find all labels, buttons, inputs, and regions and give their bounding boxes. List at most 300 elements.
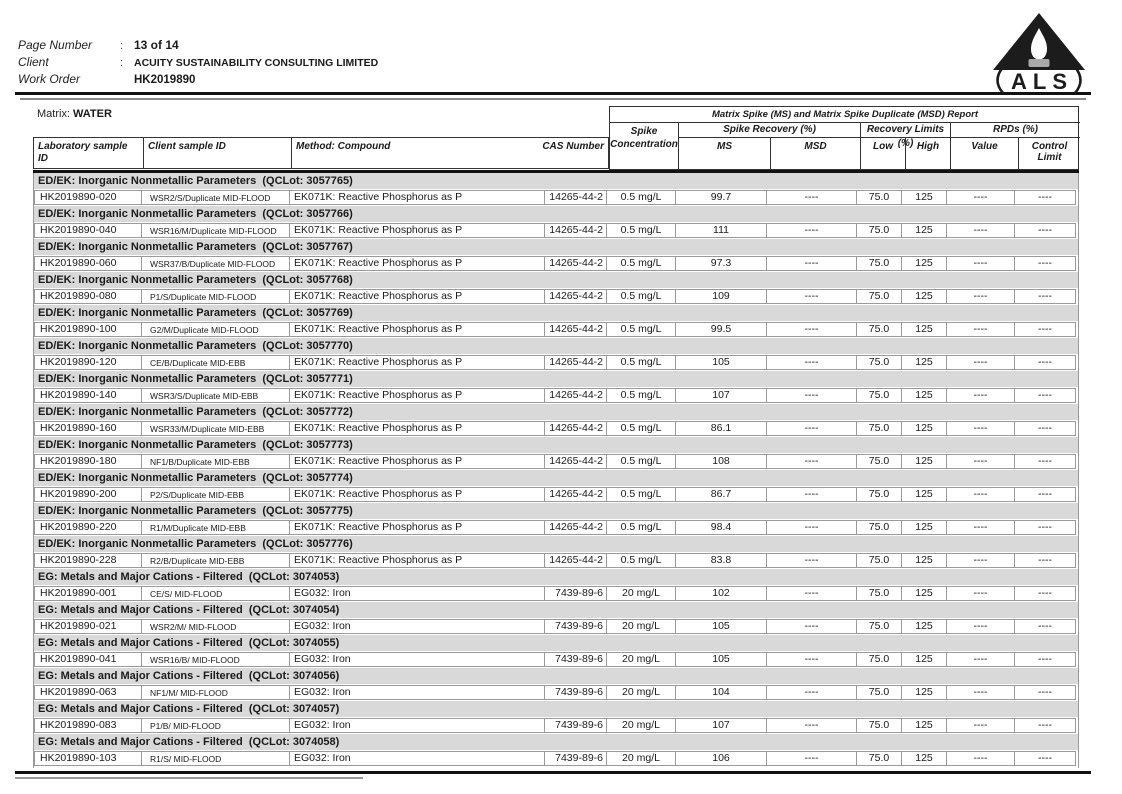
col-header-low: Low — [860, 138, 905, 169]
qc-section — [34, 701, 1078, 733]
method-compound: EK071K: Reactive Phosphorus as P — [290, 487, 545, 502]
col-header-client-sample-id: Client sample ID — [143, 138, 291, 168]
lab-sample-id: HK2019890-060 — [34, 256, 142, 271]
table-header-right — [609, 106, 1079, 170]
cas-number: 14265-44-2 — [545, 223, 607, 238]
msd-recovery: ---- — [767, 751, 857, 766]
table-row — [34, 322, 1078, 337]
method-compound: EK071K: Reactive Phosphorus as P — [290, 256, 545, 271]
ms-recovery: 105 — [676, 619, 767, 634]
group-header-rpds: RPDs (%) — [950, 123, 1080, 138]
recovery-limit-low: 75.0 — [857, 454, 902, 469]
col-header-msd: MSD — [770, 138, 860, 169]
method-compound: EG032: Iron — [290, 685, 545, 700]
table-header-left — [33, 106, 609, 169]
als-logo — [984, 10, 1094, 94]
rpd-value: ---- — [947, 487, 1015, 502]
ms-recovery: 111 — [676, 223, 767, 238]
page-number-separator: : — [120, 40, 124, 52]
lab-sample-id: HK2019890-100 — [34, 322, 142, 337]
section-header-bar — [34, 173, 1078, 189]
recovery-limit-high: 125 — [902, 520, 947, 535]
msd-recovery: ---- — [767, 619, 857, 634]
recovery-limit-high: 125 — [902, 256, 947, 271]
cas-number: 14265-44-2 — [545, 355, 607, 370]
client-sample-id: P2/S/Duplicate MID-EBB — [142, 487, 290, 502]
qc-section — [34, 503, 1078, 535]
ms-recovery: 104 — [676, 685, 767, 700]
section-title: ED/EK: Inorganic Nonmetallic Parameters (QCLot: 3057765) — [38, 175, 353, 187]
client-sample-id: P1/B/ MID-FLOOD — [142, 718, 290, 733]
msd-recovery: ---- — [767, 487, 857, 502]
rpd-control-limit: ---- — [1015, 256, 1076, 271]
ms-recovery: 102 — [676, 586, 767, 601]
section-header-bar — [34, 470, 1078, 486]
msd-recovery: ---- — [767, 223, 857, 238]
method-compound: EK071K: Reactive Phosphorus as P — [290, 355, 545, 370]
rpd-value: ---- — [947, 553, 1015, 568]
section-header-bar — [34, 536, 1078, 552]
table-row — [34, 586, 1078, 601]
client-sample-id: R1/M/Duplicate MID-EBB — [142, 520, 290, 535]
client-sample-id: WSR16/B/ MID-FLOOD — [142, 652, 290, 667]
rpd-value: ---- — [947, 751, 1015, 766]
rpd-control-limit: ---- — [1015, 190, 1076, 205]
lab-sample-id: HK2019890-140 — [34, 388, 142, 403]
als-logo-icon — [984, 10, 1094, 94]
msd-recovery: ---- — [767, 289, 857, 304]
section-header-bar — [34, 371, 1078, 387]
recovery-limit-high: 125 — [902, 487, 947, 502]
section-title: ED/EK: Inorganic Nonmetallic Parameters (QCLot: 3057775) — [38, 505, 353, 517]
table-row — [34, 553, 1078, 568]
spike-concentration: 0.5 mg/L — [607, 520, 676, 535]
qc-section — [34, 470, 1078, 502]
recovery-limit-low: 75.0 — [857, 190, 902, 205]
recovery-limit-low: 75.0 — [857, 289, 902, 304]
method-compound: EK071K: Reactive Phosphorus as P — [290, 388, 545, 403]
recovery-limit-high: 125 — [902, 619, 947, 634]
method-compound: EK071K: Reactive Phosphorus as P — [290, 190, 545, 205]
ms-recovery: 98.4 — [676, 520, 767, 535]
section-title: ED/EK: Inorganic Nonmetallic Parameters (QCLot: 3057768) — [38, 274, 353, 286]
recovery-limit-high: 125 — [902, 685, 947, 700]
col-header-lab-sample-id: Laboratory sample ID — [38, 141, 128, 164]
rpd-control-limit: ---- — [1015, 553, 1076, 568]
svg-text:ALS: ALS — [1011, 69, 1073, 94]
rpd-control-limit: ---- — [1015, 289, 1076, 304]
col-header-control-limit: Control Limit — [1018, 138, 1080, 169]
method-compound: EK071K: Reactive Phosphorus as P — [290, 223, 545, 238]
table-row — [34, 718, 1078, 733]
section-title: ED/EK: Inorganic Nonmetallic Parameters (QCLot: 3057776) — [38, 538, 353, 550]
cas-number: 7439-89-6 — [545, 751, 607, 766]
col-header-value: Value — [950, 138, 1018, 169]
recovery-limit-low: 75.0 — [857, 520, 902, 535]
recovery-limit-low: 75.0 — [857, 223, 902, 238]
qc-report-table — [33, 106, 1079, 768]
client-sample-id: NF1/M/ MID-FLOOD — [142, 685, 290, 700]
recovery-limit-high: 125 — [902, 652, 947, 667]
method-compound: EK071K: Reactive Phosphorus as P — [290, 520, 545, 535]
qc-section — [34, 404, 1078, 436]
page-number-value: 13 of 14 — [134, 38, 179, 52]
lab-sample-id: HK2019890-228 — [34, 553, 142, 568]
rpd-value: ---- — [947, 256, 1015, 271]
section-title: ED/EK: Inorganic Nonmetallic Parameters (QCLot: 3057767) — [38, 241, 353, 253]
cas-number: 14265-44-2 — [545, 421, 607, 436]
client-sample-id: WSR2/S/Duplicate MID-FLOOD — [142, 190, 290, 205]
spike-concentration: 0.5 mg/L — [607, 454, 676, 469]
qc-section — [34, 734, 1078, 766]
rpd-control-limit: ---- — [1015, 388, 1076, 403]
rpd-value: ---- — [947, 652, 1015, 667]
client-sample-id: CE/B/Duplicate MID-EBB — [142, 355, 290, 370]
lab-sample-id: HK2019890-083 — [34, 718, 142, 733]
rpd-control-limit: ---- — [1015, 355, 1076, 370]
lab-sample-id: HK2019890-160 — [34, 421, 142, 436]
section-header-bar — [34, 701, 1078, 717]
top-rule-thick — [15, 92, 1091, 95]
cas-number: 14265-44-2 — [545, 487, 607, 502]
section-title: ED/EK: Inorganic Nonmetallic Parameters (QCLot: 3057774) — [38, 472, 353, 484]
method-compound: EG032: Iron — [290, 586, 545, 601]
rpd-value: ---- — [947, 586, 1015, 601]
left-header-cells — [33, 137, 609, 169]
rpd-value: ---- — [947, 388, 1015, 403]
client-sample-id: R2/B/Duplicate MID-EBB — [142, 553, 290, 568]
section-title: ED/EK: Inorganic Nonmetallic Parameters (QCLot: 3057770) — [38, 340, 353, 352]
recovery-limit-low: 75.0 — [857, 553, 902, 568]
recovery-limit-high: 125 — [902, 388, 947, 403]
client-sample-id: WSR16/M/Duplicate MID-FLOOD — [142, 223, 290, 238]
qc-section — [34, 536, 1078, 568]
lab-sample-id: HK2019890-180 — [34, 454, 142, 469]
table-row — [34, 619, 1078, 634]
group-header-spike-recovery: Spike Recovery (%) — [679, 123, 860, 138]
section-header-bar — [34, 206, 1078, 222]
method-compound: EG032: Iron — [290, 619, 545, 634]
cas-number: 7439-89-6 — [545, 685, 607, 700]
recovery-limit-low: 75.0 — [857, 388, 902, 403]
client-sample-id: R1/S/ MID-FLOOD — [142, 751, 290, 766]
qc-section — [34, 173, 1078, 205]
ms-recovery: 107 — [676, 388, 767, 403]
table-header — [33, 106, 1079, 170]
top-rule-thin — [20, 98, 1086, 100]
col-header-method: Method: Compound — [296, 141, 391, 152]
ms-recovery: 109 — [676, 289, 767, 304]
section-header-bar — [34, 338, 1078, 354]
rpd-value: ---- — [947, 454, 1015, 469]
ms-recovery: 86.7 — [676, 487, 767, 502]
spike-concentration: 20 mg/L — [607, 685, 676, 700]
section-header-bar — [34, 734, 1078, 750]
rpd-value: ---- — [947, 718, 1015, 733]
rpd-value: ---- — [947, 322, 1015, 337]
recovery-limit-high: 125 — [902, 322, 947, 337]
spike-concentration: 20 mg/L — [607, 751, 676, 766]
recovery-limit-low: 75.0 — [857, 718, 902, 733]
rpd-control-limit: ---- — [1015, 652, 1076, 667]
section-title: ED/EK: Inorganic Nonmetallic Parameters (QCLot: 3057769) — [38, 307, 353, 319]
ms-recovery: 105 — [676, 652, 767, 667]
rpd-value: ---- — [947, 223, 1015, 238]
rpd-control-limit: ---- — [1015, 685, 1076, 700]
cas-number: 14265-44-2 — [545, 520, 607, 535]
msd-recovery: ---- — [767, 718, 857, 733]
lab-sample-id: HK2019890-120 — [34, 355, 142, 370]
msd-recovery: ---- — [767, 421, 857, 436]
method-compound: EG032: Iron — [290, 751, 545, 766]
section-header-bar — [34, 437, 1078, 453]
section-header-bar — [34, 404, 1078, 420]
msd-recovery: ---- — [767, 685, 857, 700]
cas-number: 7439-89-6 — [545, 586, 607, 601]
qc-section — [34, 305, 1078, 337]
rpd-control-limit: ---- — [1015, 487, 1076, 502]
section-title: EG: Metals and Major Cations - Filtered (QCLot: 3074057) — [38, 703, 340, 715]
method-compound: EK071K: Reactive Phosphorus as P — [290, 289, 545, 304]
ms-recovery: 106 — [676, 751, 767, 766]
work-order-value: HK2019890 — [134, 74, 196, 86]
ms-recovery: 83.8 — [676, 553, 767, 568]
recovery-limit-high: 125 — [902, 454, 947, 469]
cas-number: 14265-44-2 — [545, 289, 607, 304]
qc-section — [34, 668, 1078, 700]
section-header-bar — [34, 503, 1078, 519]
msd-recovery: ---- — [767, 652, 857, 667]
table-row — [34, 355, 1078, 370]
spike-concentration: 0.5 mg/L — [607, 355, 676, 370]
rpd-control-limit: ---- — [1015, 322, 1076, 337]
recovery-limit-high: 125 — [902, 190, 947, 205]
recovery-limit-high: 125 — [902, 223, 947, 238]
spike-concentration: 0.5 mg/L — [607, 223, 676, 238]
recovery-limit-high: 125 — [902, 553, 947, 568]
table-row — [34, 454, 1078, 469]
qc-section — [34, 602, 1078, 634]
msd-recovery: ---- — [767, 355, 857, 370]
section-header-bar — [34, 305, 1078, 321]
rpd-control-limit: ---- — [1015, 751, 1076, 766]
rpd-control-limit: ---- — [1015, 454, 1076, 469]
lab-sample-id: HK2019890-220 — [34, 520, 142, 535]
group-header-recovery-limits: Recovery Limits (%) — [860, 123, 950, 138]
table-row — [34, 190, 1078, 205]
recovery-limit-high: 125 — [902, 586, 947, 601]
qc-section — [34, 437, 1078, 469]
ms-recovery: 97.3 — [676, 256, 767, 271]
spike-concentration: 0.5 mg/L — [607, 487, 676, 502]
ms-recovery: 99.5 — [676, 322, 767, 337]
ms-recovery: 99.7 — [676, 190, 767, 205]
recovery-limit-low: 75.0 — [857, 751, 902, 766]
qc-section — [34, 569, 1078, 601]
recovery-limit-low: 75.0 — [857, 355, 902, 370]
qc-section — [34, 371, 1078, 403]
rpd-control-limit: ---- — [1015, 520, 1076, 535]
cas-number: 7439-89-6 — [545, 619, 607, 634]
rpd-control-limit: ---- — [1015, 586, 1076, 601]
msd-recovery: ---- — [767, 256, 857, 271]
cas-number: 7439-89-6 — [545, 652, 607, 667]
recovery-limit-low: 75.0 — [857, 685, 902, 700]
client-sample-id: WSR3/S/Duplicate MID-EBB — [142, 388, 290, 403]
msd-recovery: ---- — [767, 553, 857, 568]
spike-concentration: 0.5 mg/L — [607, 388, 676, 403]
bottom-rule-thick — [15, 771, 1091, 774]
method-compound: EK071K: Reactive Phosphorus as P — [290, 454, 545, 469]
rpd-control-limit: ---- — [1015, 421, 1076, 436]
method-compound: EG032: Iron — [290, 652, 545, 667]
ms-recovery: 108 — [676, 454, 767, 469]
method-compound: EG032: Iron — [290, 718, 545, 733]
table-row — [34, 751, 1078, 766]
lab-sample-id: HK2019890-080 — [34, 289, 142, 304]
recovery-limit-low: 75.0 — [857, 652, 902, 667]
table-row — [34, 685, 1078, 700]
method-compound: EK071K: Reactive Phosphorus as P — [290, 421, 545, 436]
col-header-ms: MS — [717, 141, 732, 152]
ms-recovery: 107 — [676, 718, 767, 733]
client-sample-id: G2/M/Duplicate MID-FLOOD — [142, 322, 290, 337]
spike-concentration: 20 mg/L — [607, 718, 676, 733]
qc-section — [34, 635, 1078, 667]
section-title: ED/EK: Inorganic Nonmetallic Parameters (QCLot: 3057772) — [38, 406, 353, 418]
recovery-limit-low: 75.0 — [857, 421, 902, 436]
table-row — [34, 388, 1078, 403]
section-title: ED/EK: Inorganic Nonmetallic Parameters (QCLot: 3057766) — [38, 208, 353, 220]
bottom-rule-thin — [15, 777, 363, 779]
rpd-control-limit: ---- — [1015, 619, 1076, 634]
client-sample-id: NF1/B/Duplicate MID-EBB — [142, 454, 290, 469]
matrix-label: Matrix: — [37, 108, 70, 120]
cas-number: 14265-44-2 — [545, 256, 607, 271]
client-sample-id: WSR37/B/Duplicate MID-FLOOD — [142, 256, 290, 271]
section-title: ED/EK: Inorganic Nonmetallic Parameters (QCLot: 3057773) — [38, 439, 353, 451]
msd-recovery: ---- — [767, 520, 857, 535]
table-row — [34, 520, 1078, 535]
header-fields — [18, 38, 1122, 86]
section-header-bar — [34, 569, 1078, 585]
lab-sample-id: HK2019890-020 — [34, 190, 142, 205]
spike-concentration: 0.5 mg/L — [607, 256, 676, 271]
qc-section — [34, 239, 1078, 271]
section-title: EG: Metals and Major Cations - Filtered (QCLot: 3074054) — [38, 604, 340, 616]
recovery-limit-low: 75.0 — [857, 619, 902, 634]
col-header-high: High — [905, 138, 950, 169]
spike-concentration: 0.5 mg/L — [607, 322, 676, 337]
rpd-control-limit: ---- — [1015, 223, 1076, 238]
table-row — [34, 256, 1078, 271]
section-header-bar — [34, 272, 1078, 288]
sections-container — [33, 173, 1079, 768]
section-header-bar — [34, 602, 1078, 618]
cas-number: 14265-44-2 — [545, 388, 607, 403]
table-row — [34, 289, 1078, 304]
spike-concentration: 20 mg/L — [607, 652, 676, 667]
cas-number: 14265-44-2 — [545, 322, 607, 337]
section-header-bar — [34, 239, 1078, 255]
msd-recovery: ---- — [767, 454, 857, 469]
rpd-value: ---- — [947, 421, 1015, 436]
rpd-value: ---- — [947, 355, 1015, 370]
matrix-value: WATER — [73, 108, 112, 120]
lab-sample-id: HK2019890-103 — [34, 751, 142, 766]
msd-recovery: ---- — [767, 322, 857, 337]
col-header-spike-concentration: Spike Concentration — [610, 123, 679, 169]
section-header-bar — [34, 668, 1078, 684]
client-sample-id: CE/S/ MID-FLOOD — [142, 586, 290, 601]
section-header-bar — [34, 635, 1078, 651]
lab-sample-id: HK2019890-041 — [34, 652, 142, 667]
spike-concentration: 0.5 mg/L — [607, 190, 676, 205]
client-label: Client — [18, 55, 49, 69]
spike-concentration: 20 mg/L — [607, 619, 676, 634]
lab-sample-id: HK2019890-021 — [34, 619, 142, 634]
table-row — [34, 652, 1078, 667]
recovery-limit-high: 125 — [902, 718, 947, 733]
client-sample-id: P1/S/Duplicate MID-FLOOD — [142, 289, 290, 304]
qc-section — [34, 272, 1078, 304]
lab-sample-id: HK2019890-200 — [34, 487, 142, 502]
section-title: EG: Metals and Major Cations - Filtered (QCLot: 3074058) — [38, 736, 340, 748]
page-header — [0, 0, 1122, 94]
rpd-value: ---- — [947, 190, 1015, 205]
method-compound: EK071K: Reactive Phosphorus as P — [290, 322, 545, 337]
recovery-limit-high: 125 — [902, 289, 947, 304]
client-value: ACUITY SUSTAINABILITY CONSULTING LIMITED — [134, 57, 379, 69]
col-header-method-cas — [291, 138, 608, 168]
msd-recovery: ---- — [767, 388, 857, 403]
msd-recovery: ---- — [767, 190, 857, 205]
report-title: Matrix Spike (MS) and Matrix Spike Duplicate (MSD) Report — [610, 107, 1080, 123]
spike-concentration: 0.5 mg/L — [607, 421, 676, 436]
cas-number: 14265-44-2 — [545, 553, 607, 568]
recovery-limit-low: 75.0 — [857, 487, 902, 502]
table-row — [34, 421, 1078, 436]
spike-concentration: 0.5 mg/L — [607, 553, 676, 568]
method-compound: EK071K: Reactive Phosphorus as P — [290, 553, 545, 568]
recovery-limit-low: 75.0 — [857, 586, 902, 601]
rpd-control-limit: ---- — [1015, 718, 1076, 733]
spike-concentration: 20 mg/L — [607, 586, 676, 601]
recovery-limit-high: 125 — [902, 421, 947, 436]
cas-number: 14265-44-2 — [545, 454, 607, 469]
page-number-label: Page Number — [18, 38, 93, 52]
recovery-limit-high: 125 — [902, 355, 947, 370]
client-sample-id: WSR2/M/ MID-FLOOD — [142, 619, 290, 634]
recovery-limit-high: 125 — [902, 751, 947, 766]
qc-section — [34, 338, 1078, 370]
lab-sample-id: HK2019890-040 — [34, 223, 142, 238]
cas-number: 7439-89-6 — [545, 718, 607, 733]
section-title: EG: Metals and Major Cations - Filtered (QCLot: 3074053) — [38, 571, 340, 583]
recovery-limit-low: 75.0 — [857, 322, 902, 337]
rpd-value: ---- — [947, 685, 1015, 700]
rpd-value: ---- — [947, 619, 1015, 634]
work-order-label: Work Order — [18, 72, 81, 86]
ms-recovery: 105 — [676, 355, 767, 370]
section-title: EG: Metals and Major Cations - Filtered (QCLot: 3074056) — [38, 670, 340, 682]
client-sample-id: WSR33/M/Duplicate MID-EBB — [142, 421, 290, 436]
section-title: ED/EK: Inorganic Nonmetallic Parameters (QCLot: 3057771) — [38, 373, 353, 385]
lab-sample-id: HK2019890-001 — [34, 586, 142, 601]
col-header-cas-number: CAS Number — [542, 141, 604, 152]
qc-section — [34, 206, 1078, 238]
lab-sample-id: HK2019890-063 — [34, 685, 142, 700]
